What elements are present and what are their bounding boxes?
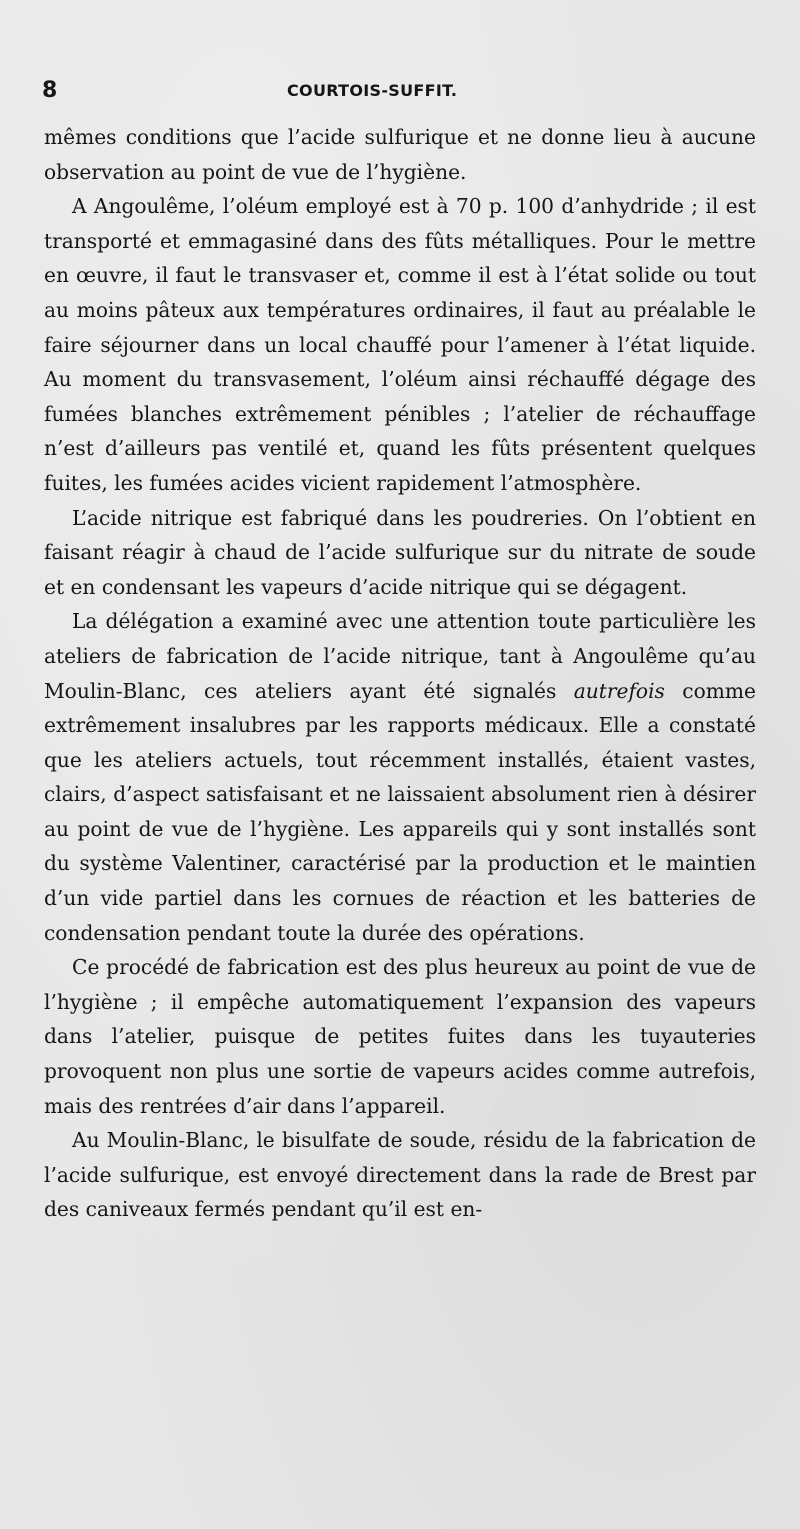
paragraph-procede: Ce procédé de fabrication est des plus heureux au point de vue de l’hygiène ; il empêche automatiquement l’expansion des vapeurs dans l’atelier, puisque de petites fuites dans les tuyauteries provoquent non plus une sortie de vapeurs acides comme autrefois, mais des rentrées d’air dans l’appareil.: [44, 955, 756, 1118]
paragraph-delegation-text-b: comme extrêmement insalubres par les rapports médicaux. Elle a constaté que les ateliers actuels, tout récemment installés, étaient vastes, clairs, d’aspect satisfaisant et ne laissaient absolument rien à désirer au point de vue de l’hygiène. Les appareils qui y sont installés sont du système Valentiner, caractérisé par la production et le maintien d’un vide partiel dans les cornues de réaction et les batteries de condensation pendant toute la durée des opérations.: [44, 678, 756, 945]
italic-word-autrefois: autrefois: [573, 678, 665, 703]
page-number: 8: [42, 78, 58, 103]
running-head: COURTOIS-SUFFIT.: [287, 81, 458, 100]
paragraph-continuation: mêmes conditions que l’acide sulfurique et ne donne lieu à aucune observation au point de vue de l’hygiène.: [44, 125, 756, 184]
paragraph-moulin-blanc: Au Moulin-Blanc, le bisulfate de soude, résidu de la fabrication de l’acide sulfurique, est envoyé directement dans la rade de Brest par des caniveaux fermés pendant qu’il est en-: [44, 1128, 756, 1222]
paragraph-delegation-text-a: La délégation a examiné avec une attention toute particulière les ateliers de fabrication de l’acide nitrique, tant à Angoulême qu’au Moulin-Blanc, ces ateliers ayant été signalés: [44, 609, 756, 703]
paragraph-oleum: A Angoulême, l’oléum employé est à 70 p. 100 d’anhydride ; il est transporté et emmagasiné dans des fûts métalliques. Pour le mettre en œuvre, il faut le transvaser et, comme il est à l’état solide ou tout au moins pâteux aux températures ordinaires, il faut au préalable le faire séjourner dans un local chauffé pour l’amener à l’état liquide. Au moment du transvasement, l’oléum ainsi réchauffé dégage des fumées blanches extrêmement pénibles ; l’atelier de réchauffage n’est d’ailleurs pas ventilé et, quand les fûts présentent quelques fuites, les fumées acides vicient rapidement l’atmosphère.: [44, 194, 756, 495]
paragraph-acide-nitrique: L’acide nitrique est fabriqué dans les poudreries. On l’obtient en faisant réagir à chaud de l’acide sulfurique sur du nitrate de soude et en condensant les vapeurs d’acide nitrique qui se dégagent.: [44, 505, 756, 599]
page-header: [42, 78, 762, 108]
body-text: [44, 120, 756, 1227]
paragraph-delegation: [44, 604, 756, 950]
